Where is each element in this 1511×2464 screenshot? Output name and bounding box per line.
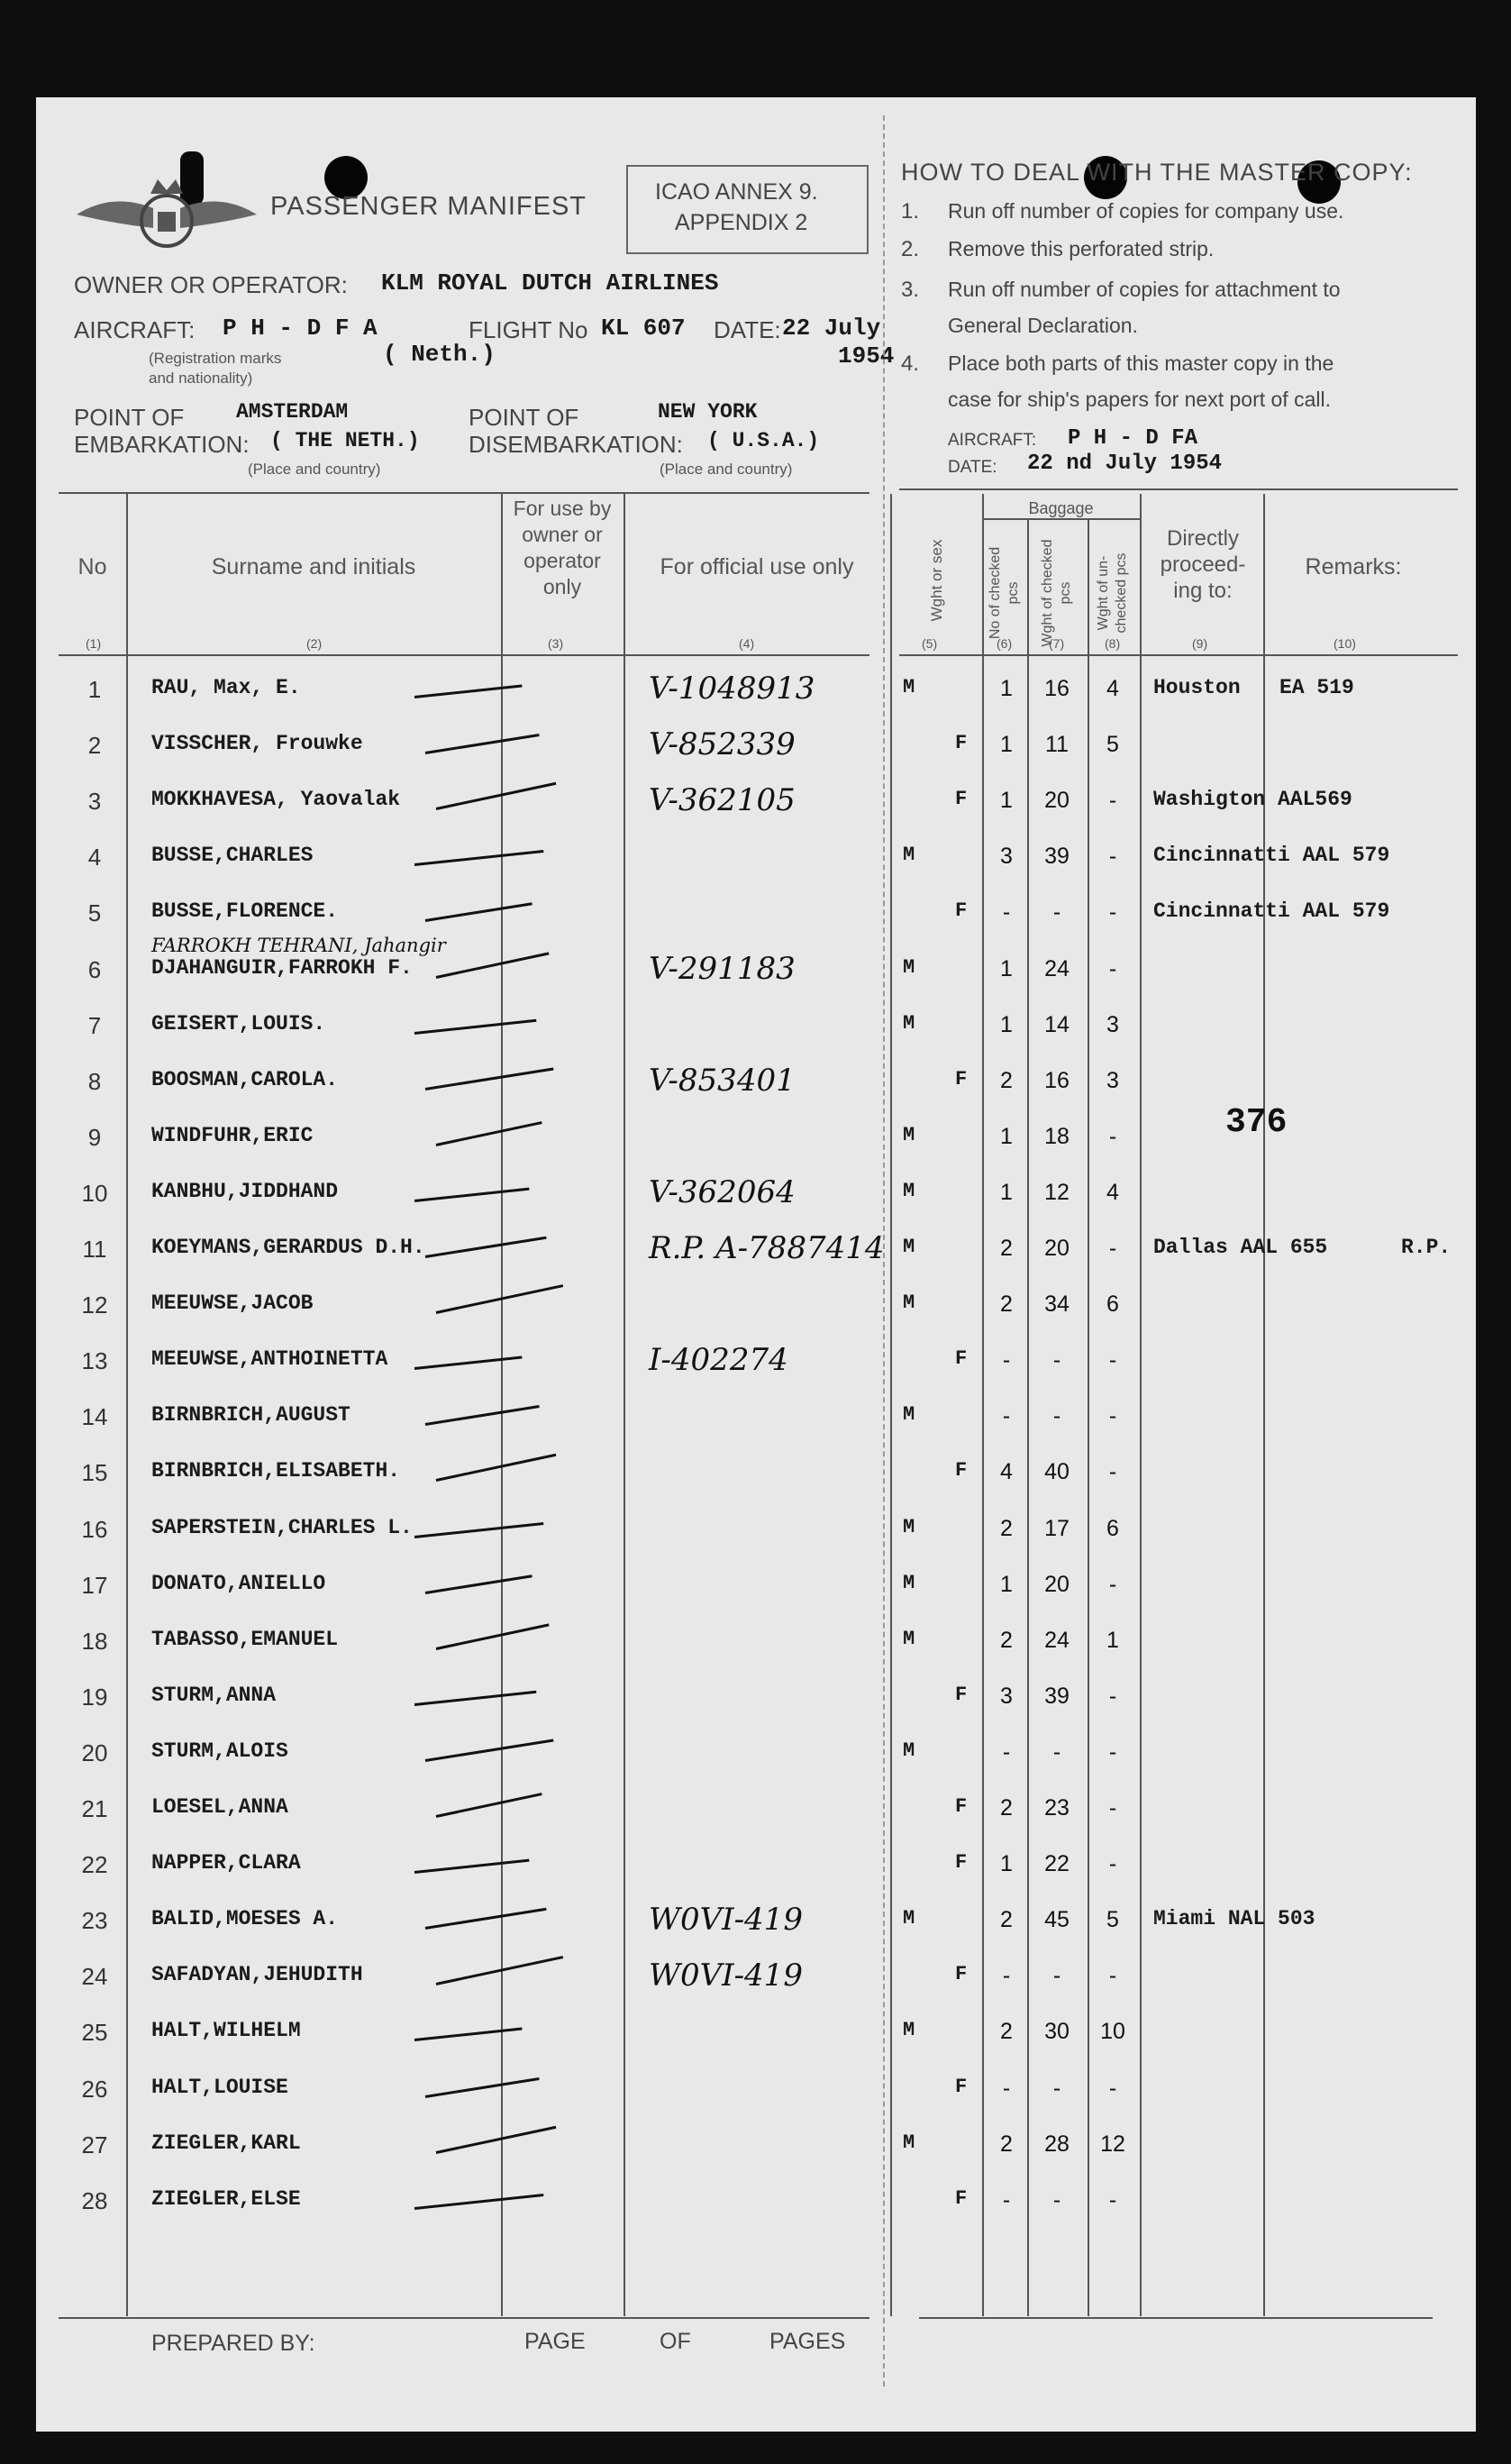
checked-pieces: - [1002,899,1011,925]
checked-weight: 24 [1044,1628,1070,1653]
check-tick [414,850,544,866]
instruction-text: Place both parts of this master copy in the [948,351,1334,375]
unchecked-weight: 1 [1106,1628,1119,1653]
check-tick [436,952,550,979]
sex-male: M [903,1236,915,1258]
sex-female: F [955,1684,968,1706]
passenger-name: STURM,ANNA [151,1684,277,1707]
col-divider [1027,519,1029,2316]
destination: Cincinnatti AAL 579 [1153,844,1390,867]
checked-weight: 12 [1044,1180,1070,1205]
instruction-text: Run off number of copies for attachment to [948,278,1341,301]
row-number: 19 [81,1684,108,1711]
sex-male: M [903,956,915,979]
owner-label: OWNER OR OPERATOR: [74,271,348,298]
row-number: 5 [87,899,102,926]
check-tick [436,1623,550,1650]
unchecked-weight: - [1108,899,1117,925]
col-divider [501,494,503,2316]
passenger-name: BIRNBRICH,AUGUST [151,1403,350,1427]
passenger-name: KANBHU,JIDDHAND [151,1180,339,1203]
passenger-name: MEEUWSE,ANTHOINETTA [151,1347,388,1371]
checked-weight: 20 [1044,1572,1070,1597]
column-number: (6) [997,636,1013,651]
row-number: 25 [81,2019,108,2046]
checked-weight: - [1052,1347,1061,1373]
checked-weight: - [1052,1963,1061,1988]
checked-pieces: 1 [1000,788,1013,813]
check-tick [414,2194,544,2210]
instructions-date-value: 22 nd July 1954 [1027,452,1223,476]
checked-pieces: 2 [1000,1628,1013,1653]
checked-weight: 16 [1044,676,1070,701]
row-number: 24 [81,1963,108,1990]
official-number: I-402274 [649,1342,788,1378]
sex-female: F [955,899,968,922]
embark-label-2: EMBARKATION: [74,431,250,458]
passenger-name: BOOSMAN,CAROLA. [151,1068,339,1091]
manifest-sheet [36,97,1476,2432]
check-tick [414,1859,530,1874]
checked-pieces: 1 [1000,1012,1013,1037]
checked-weight: - [1052,2187,1061,2213]
check-tick [425,1574,532,1594]
check-tick [425,1067,554,1090]
official-number: R.P. A-7887414 [649,1230,885,1266]
checked-pieces: 1 [1000,676,1013,701]
instruction-number: 2. [901,237,920,261]
checked-pieces: 2 [1000,2019,1013,2044]
sex-male: M [903,1012,915,1035]
checked-weight: 17 [1044,1516,1070,1541]
sex-female: F [955,1459,968,1482]
aircraft-value: P H - D F A [223,315,378,342]
column-number: (9) [1192,636,1208,651]
check-tick [425,2077,540,2098]
checked-weight: 23 [1044,1795,1070,1821]
sex-female: F [955,2187,968,2210]
check-tick [436,1956,563,1985]
instruction-number: 4. [901,351,920,376]
checked-pieces: 1 [1000,1180,1013,1205]
sex-male: M [903,1403,915,1426]
passenger-name: NAPPER,CLARA [151,1851,301,1875]
instruction-text: Remove this perforated strip. [948,237,1215,260]
row-number: 17 [81,1572,108,1599]
sex-male: M [903,844,915,866]
unchecked-weight: - [1108,1572,1117,1597]
checked-pieces: 3 [1000,1684,1013,1709]
aircraft-nationality: ( Neth.) [383,341,496,368]
check-tick [425,1908,547,1930]
instructions-date-label: DATE: [948,458,997,477]
icao-line1: ICAO ANNEX 9. [655,179,818,205]
instruction-number: 3. [901,278,920,302]
official-number: V-362064 [649,1174,796,1210]
checked-weight: 16 [1044,1068,1070,1093]
unchecked-weight: - [1108,1347,1117,1373]
unchecked-weight: - [1108,1684,1117,1709]
col-header-remarks: Remarks: [1305,554,1402,579]
footer-rule-right [919,2317,1433,2319]
sex-female: F [955,1347,968,1370]
unchecked-weight: 12 [1100,2131,1125,2157]
sex-male: M [903,1291,915,1314]
check-tick [425,902,532,922]
page-label: PAGE [524,2329,586,2354]
row-number: 23 [81,1907,108,1934]
passenger-name: LOESEL,ANNA [151,1795,288,1819]
row-number: 3 [87,788,102,815]
unchecked-weight: - [1108,1459,1117,1484]
column-number: (1) [86,636,102,651]
checked-pieces: 1 [1000,956,1013,981]
checked-pieces: 2 [1000,1907,1013,1932]
passenger-name: STURM,ALOIS [151,1739,288,1763]
table-top-rule-right [899,488,1458,490]
instructions-aircraft-value: P H - D FA [1068,426,1198,451]
date-year: 1954 [838,342,895,370]
check-tick [414,684,523,698]
owner-value: KLM ROYAL DUTCH AIRLINES [381,269,719,297]
check-tick [436,1121,542,1146]
checked-pieces: 1 [1000,732,1013,757]
checked-pieces: - [1002,1963,1011,1988]
footer-rule [59,2317,869,2319]
row-number: 16 [81,1516,108,1543]
aircraft-note-1: (Registration marks [149,350,282,367]
checked-weight: 20 [1044,788,1070,813]
klm-crown-logo-icon [68,165,266,264]
sex-female: F [955,1963,968,1985]
date-value: 22 July [782,315,881,342]
check-tick [436,1284,563,1314]
passenger-name: MOKKHAVESA, Yaovalak [151,788,401,811]
check-tick [414,1355,523,1370]
row-number: 12 [81,1291,108,1319]
row-number: 15 [81,1459,108,1486]
checked-weight: 34 [1044,1291,1070,1317]
passenger-name: BUSSE,FLORENCE. [151,899,339,923]
checked-weight: - [1052,2076,1061,2101]
embark-value-1: AMSTERDAM [236,400,349,424]
unchecked-weight: 10 [1100,2019,1125,2044]
checked-pieces: 1 [1000,1851,1013,1876]
remarks: R.P. [1401,1236,1452,1259]
unchecked-weight: 3 [1106,1012,1119,1037]
row-number: 6 [87,956,102,983]
unchecked-weight: 6 [1106,1516,1119,1541]
remarks: EA 519 [1279,676,1354,699]
check-tick [414,1019,537,1035]
checked-pieces: 2 [1000,2131,1013,2157]
embark-place-note: (Place and country) [248,461,381,478]
col-header-surname: Surname and initials [211,554,416,579]
unchecked-weight: - [1108,1739,1117,1765]
checked-weight: 18 [1044,1124,1070,1149]
row-number: 1 [87,676,102,703]
row-number: 10 [81,1180,108,1207]
checked-pieces: 2 [1000,1236,1013,1261]
table-top-rule [59,492,869,494]
check-tick [414,2027,523,2041]
official-number: V-853401 [649,1063,796,1099]
checked-weight: 11 [1045,732,1069,757]
col-divider [1140,494,1142,2316]
sex-female: F [955,1795,968,1818]
sex-male: M [903,1739,915,1762]
official-number: W0VI-419 [649,1958,803,1994]
column-number: (8) [1105,636,1121,651]
passenger-name: TABASSO,EMANUEL [151,1628,339,1651]
sex-male: M [903,1180,915,1202]
destination: Houston [1153,676,1241,699]
of-label: OF [660,2329,691,2354]
col-divider [624,494,625,2316]
instruction-text: General Declaration. [948,314,1138,337]
row-number: 2 [87,732,102,759]
col-divider [1088,519,1089,2316]
checked-weight: - [1052,899,1061,925]
checked-pieces: 2 [1000,1068,1013,1093]
unchecked-weight: - [1108,844,1117,869]
passenger-name: BUSSE,CHARLES [151,844,314,867]
official-number: W0VI-419 [649,1902,803,1938]
passenger-name: HALT,WILHELM [151,2019,301,2042]
unchecked-weight: 3 [1106,1068,1119,1093]
col-header-owner-use: For use by owner or operator only [513,497,612,598]
col-header-checked: No of checked pcs [988,546,1021,640]
passenger-name: ZIEGLER,KARL [151,2131,301,2155]
passenger-name: DJAHANGUIR,FARROKH F. [151,956,413,980]
col-header-official: For official use only [660,554,854,579]
row-number: 8 [87,1068,102,1095]
passenger-name: VISSCHER, Frouwke [151,732,363,755]
embark-label-1: POINT OF [74,404,185,431]
column-number: (10) [1334,636,1356,651]
disembark-label-2: DISEMBARKATION: [469,431,683,458]
unchecked-weight: - [1108,788,1117,813]
checked-pieces: 1 [1000,1572,1013,1597]
unchecked-weight: - [1108,2187,1117,2213]
prepared-by-label: PREPARED BY: [151,2331,315,2356]
unchecked-weight: - [1108,1403,1117,1428]
passenger-name: ZIEGLER,ELSE [151,2187,301,2211]
check-tick [436,1454,557,1482]
instruction-text: case for ship's papers for next port of call. [948,388,1331,411]
checked-pieces: 3 [1000,844,1013,869]
sex-male: M [903,1907,915,1930]
sex-female: F [955,1068,968,1091]
row-number: 26 [81,2076,108,2103]
unchecked-weight: 4 [1106,1180,1119,1205]
unchecked-weight: 5 [1106,1907,1119,1932]
row-number: 9 [87,1124,102,1151]
official-number: V-1048913 [649,671,815,707]
checked-weight: - [1052,1403,1061,1428]
sex-male: M [903,2019,915,2041]
checked-weight: 24 [1044,956,1070,981]
row-number: 11 [82,1236,107,1263]
sex-female: F [955,1851,968,1874]
row-number: 22 [81,1851,108,1878]
checked-pieces: 4 [1000,1459,1013,1484]
passenger-name: GEISERT,LOUIS. [151,1012,326,1036]
check-tick [414,1691,537,1706]
instruction-number: 1. [901,199,920,224]
col-header-sex: Wght or sex [928,539,945,622]
column-number: (2) [306,636,323,651]
check-tick [425,1237,547,1258]
check-tick [436,2126,557,2154]
sex-female: F [955,788,968,810]
sex-male: M [903,1572,915,1594]
checked-weight: - [1052,1739,1061,1765]
column-number: (4) [739,636,755,651]
disembark-value-2: ( U.S.A.) [707,429,820,452]
sex-male: M [903,2131,915,2154]
checked-weight: 14 [1044,1012,1070,1037]
checked-pieces: 2 [1000,1795,1013,1821]
col-divider [982,494,984,2316]
check-tick [414,1188,530,1202]
header-bottom-rule [59,654,869,656]
disembark-label-1: POINT OF [469,404,579,431]
passenger-name-correction: FARROKH TEHRANI, Jahangir [151,935,446,956]
icao-line2: APPENDIX 2 [675,210,808,235]
col-header-wght-unchecked: Wght of un-checked pcs [1096,552,1129,634]
checked-weight: 28 [1044,2131,1070,2157]
sex-female: F [955,732,968,754]
column-number: (5) [922,636,938,651]
unchecked-weight: - [1108,1851,1117,1876]
destination: Washigton AAL569 [1153,788,1352,811]
col-divider [1263,494,1265,2316]
unchecked-weight: - [1108,1963,1117,1988]
checked-pieces: - [1002,1739,1011,1765]
col-header-no: No [77,554,107,579]
sex-female: F [955,2076,968,2098]
column-number: (7) [1049,636,1065,651]
icao-box [626,165,869,254]
check-tick [436,1793,542,1818]
sex-male: M [903,1124,915,1146]
flight-value: KL 607 [601,315,686,342]
destination: Miami NAL 503 [1153,1907,1315,1930]
col-header-baggage: Baggage [1028,499,1094,517]
disembark-place-note: (Place and country) [660,461,793,478]
destination: Cincinnatti AAL 579 [1153,899,1390,923]
unchecked-weight: - [1108,2076,1117,2101]
passenger-name: HALT,LOUISE [151,2076,288,2099]
passenger-name: RAU, Max, E. [151,676,301,699]
pages-label: PAGES [769,2329,846,2354]
official-number: V-291183 [649,951,796,987]
checked-pieces: - [1002,1347,1011,1373]
instruction-text: Run off number of copies for company use. [948,199,1344,223]
unchecked-weight: 5 [1106,732,1119,757]
row-number: 18 [81,1628,108,1655]
row-number: 28 [81,2187,108,2214]
checked-weight: 20 [1044,1236,1070,1261]
checked-weight: 45 [1044,1907,1070,1932]
row-number: 4 [87,844,102,871]
unchecked-weight: - [1108,1795,1117,1821]
passenger-name: WINDFUHR,ERIC [151,1124,314,1147]
col-divider [126,494,128,2316]
passenger-name: KOEYMANS,GERARDUS D.H. [151,1236,425,1259]
unchecked-weight: 4 [1106,676,1119,701]
aircraft-label: AIRCRAFT: [74,316,196,343]
passenger-name: MEEUWSE,JACOB [151,1291,314,1315]
instructions-aircraft-label: AIRCRAFT: [948,431,1037,450]
passenger-name: BIRNBRICH,ELISABETH. [151,1459,401,1483]
unchecked-weight: 6 [1106,1291,1119,1317]
checked-weight: 22 [1044,1851,1070,1876]
check-tick [425,734,540,754]
checked-pieces: 2 [1000,1516,1013,1541]
checked-pieces: - [1002,2076,1011,2101]
row-number: 27 [81,2131,108,2158]
row-number: 7 [87,1012,102,1039]
check-tick [414,1522,544,1538]
instructions-title: HOW TO DEAL WITH THE MASTER COPY: [901,159,1413,186]
checked-weight: 40 [1044,1459,1070,1484]
unchecked-weight: - [1108,956,1117,981]
stamp-number: 376 [1225,1103,1288,1142]
checked-weight: 39 [1044,844,1070,869]
unchecked-weight: - [1108,1236,1117,1261]
col-header-directly: Directly proceed-ing to: [1160,526,1246,603]
official-number: V-362105 [649,782,796,818]
checked-pieces: - [1002,2187,1011,2213]
passenger-name: SAPERSTEIN,CHARLES L. [151,1516,413,1539]
row-number: 21 [81,1795,108,1822]
date-label: DATE: [714,316,781,343]
check-tick [425,1738,554,1761]
checked-pieces: 1 [1000,1124,1013,1149]
passenger-name: DONATO,ANIELLO [151,1572,326,1595]
row-number: 13 [81,1347,108,1374]
sex-male: M [903,1628,915,1650]
passenger-name: BALID,MOESES A. [151,1907,339,1930]
sex-male: M [903,676,915,698]
unchecked-weight: - [1108,1124,1117,1149]
destination: Dallas AAL 655 [1153,1236,1328,1259]
row-number: 14 [81,1403,108,1430]
col-header-wght-checked: Wght of checked pcs [1040,539,1073,647]
check-tick [436,782,557,810]
row-number: 20 [81,1739,108,1766]
disembark-value-1: NEW YORK [658,400,758,424]
checked-pieces: - [1002,1403,1011,1428]
checked-weight: 30 [1044,2019,1070,2044]
passenger-name: SAFADYAN,JEHUDITH [151,1963,363,1986]
embark-value-2: ( THE NETH.) [270,429,420,452]
aircraft-note-2: and nationality) [149,370,253,387]
checked-pieces: 2 [1000,1291,1013,1317]
sex-male: M [903,1516,915,1538]
page-title: PASSENGER MANIFEST [270,192,587,221]
flight-label: FLIGHT No [469,316,588,343]
official-number: V-852339 [649,726,796,762]
col-divider [890,494,892,2316]
checked-weight: 39 [1044,1684,1070,1709]
column-number: (3) [548,636,564,651]
check-tick [425,1405,540,1426]
